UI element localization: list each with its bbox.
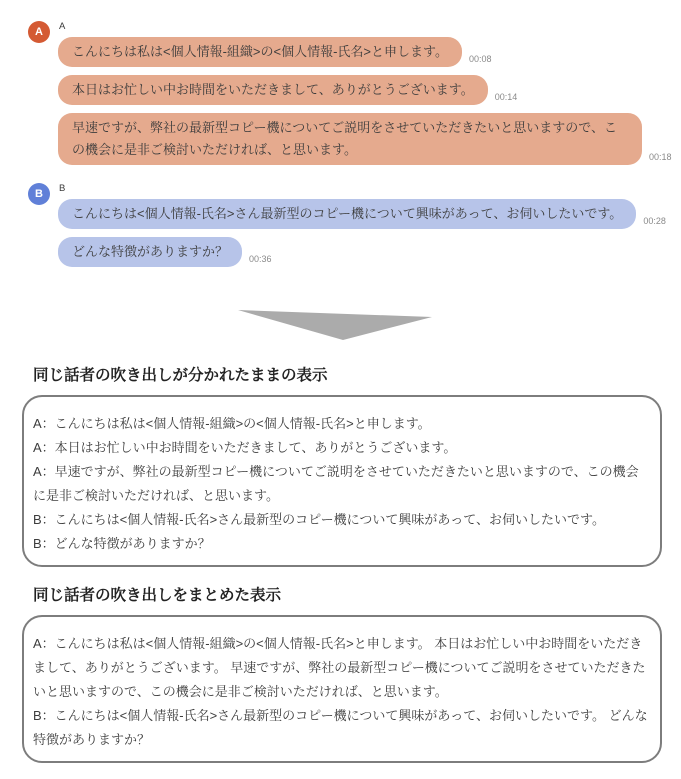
transcript-line: B：どんな特徴がありますか？ — [33, 536, 211, 551]
speaker-a-label: A — [59, 21, 66, 32]
transcript-line: A：本日はお忙しい中お時間をいただきまして、ありがとうございます。 — [33, 440, 457, 455]
transcript-line: B：こんにちは<個人情報-氏名>さん最新型のコピー機について興味があって、お伺いしたいです。 — [33, 512, 605, 527]
avatar-a-letter: A — [35, 25, 43, 38]
message-row — [58, 199, 666, 229]
timestamp: 00:28 — [643, 216, 666, 226]
avatar-b — [28, 183, 50, 205]
transcript-line: A：早速ですが、弊社の最新型コピー機についてご説明をさせていただきたいと思いますので、この機会に是非ご検討いただければ、と思います。 — [33, 464, 639, 503]
chat-bubble-b2: どんな特徴がありますか？ — [58, 237, 242, 267]
section-heading-merged: 同じ話者の吹き出しをまとめた表示 — [33, 587, 282, 604]
avatar-b-letter: B — [35, 187, 43, 200]
speaker-b-messages — [58, 183, 666, 275]
message-row — [58, 237, 272, 267]
message-row — [58, 37, 492, 67]
timestamp: 00:08 — [469, 54, 492, 64]
speaker-b-label: B — [59, 183, 66, 194]
chat-transcript-panel — [0, 0, 681, 275]
speaker-group-a — [28, 21, 681, 173]
avatar-a — [28, 21, 50, 43]
chat-bubble-b1: こんにちは<個人情報-氏名>さん最新型のコピー機について興味があって、お伺いしたいです。 — [58, 199, 636, 229]
transcript-box-merged — [22, 615, 662, 763]
chat-bubble-a1: こんにちは私は<個人情報-組織>の<個人情報-氏名>と申します。 — [58, 37, 462, 67]
transcript-line: B：こんにちは<個人情報-氏名>さん最新型のコピー機について興味があって、お伺いしたいです。 どんな特徴がありますか？ — [33, 708, 648, 747]
chat-bubble-a3: 早速ですが、弊社の最新型コピー機についてご説明をさせていただきたいと思いますので、この機会に是非ご検討いただければ、と思います。 — [58, 113, 642, 165]
timestamp: 00:18 — [649, 152, 672, 162]
timestamp: 00:36 — [249, 254, 272, 264]
transcript-box-split — [22, 395, 662, 567]
section-heading-split: 同じ話者の吹き出しが分かれたままの表示 — [33, 367, 328, 384]
transcript-line: A：こんにちは私は<個人情報-組織>の<個人情報-氏名>と申します。 — [33, 416, 431, 431]
speaker-a-messages — [58, 21, 672, 173]
transcript-line: A：こんにちは私は<個人情報-組織>の<個人情報-氏名>と申します。 本日はお忙しい中お時間をいただきまして、ありがとうございます。 早速ですが、弊社の最新型コピー機についてご説明をさせていただきたいと思いますので、この機会に是非ご検討いただければ、と思います。 — [33, 636, 646, 699]
chat-bubble-a2: 本日はお忙しい中お時間をいただきまして、ありがとうございます。 — [58, 75, 488, 105]
message-row — [58, 113, 672, 165]
timestamp: 00:14 — [494, 92, 518, 102]
merge-arrow-icon — [0, 308, 681, 342]
message-row — [58, 75, 517, 105]
speaker-group-b — [28, 183, 681, 275]
